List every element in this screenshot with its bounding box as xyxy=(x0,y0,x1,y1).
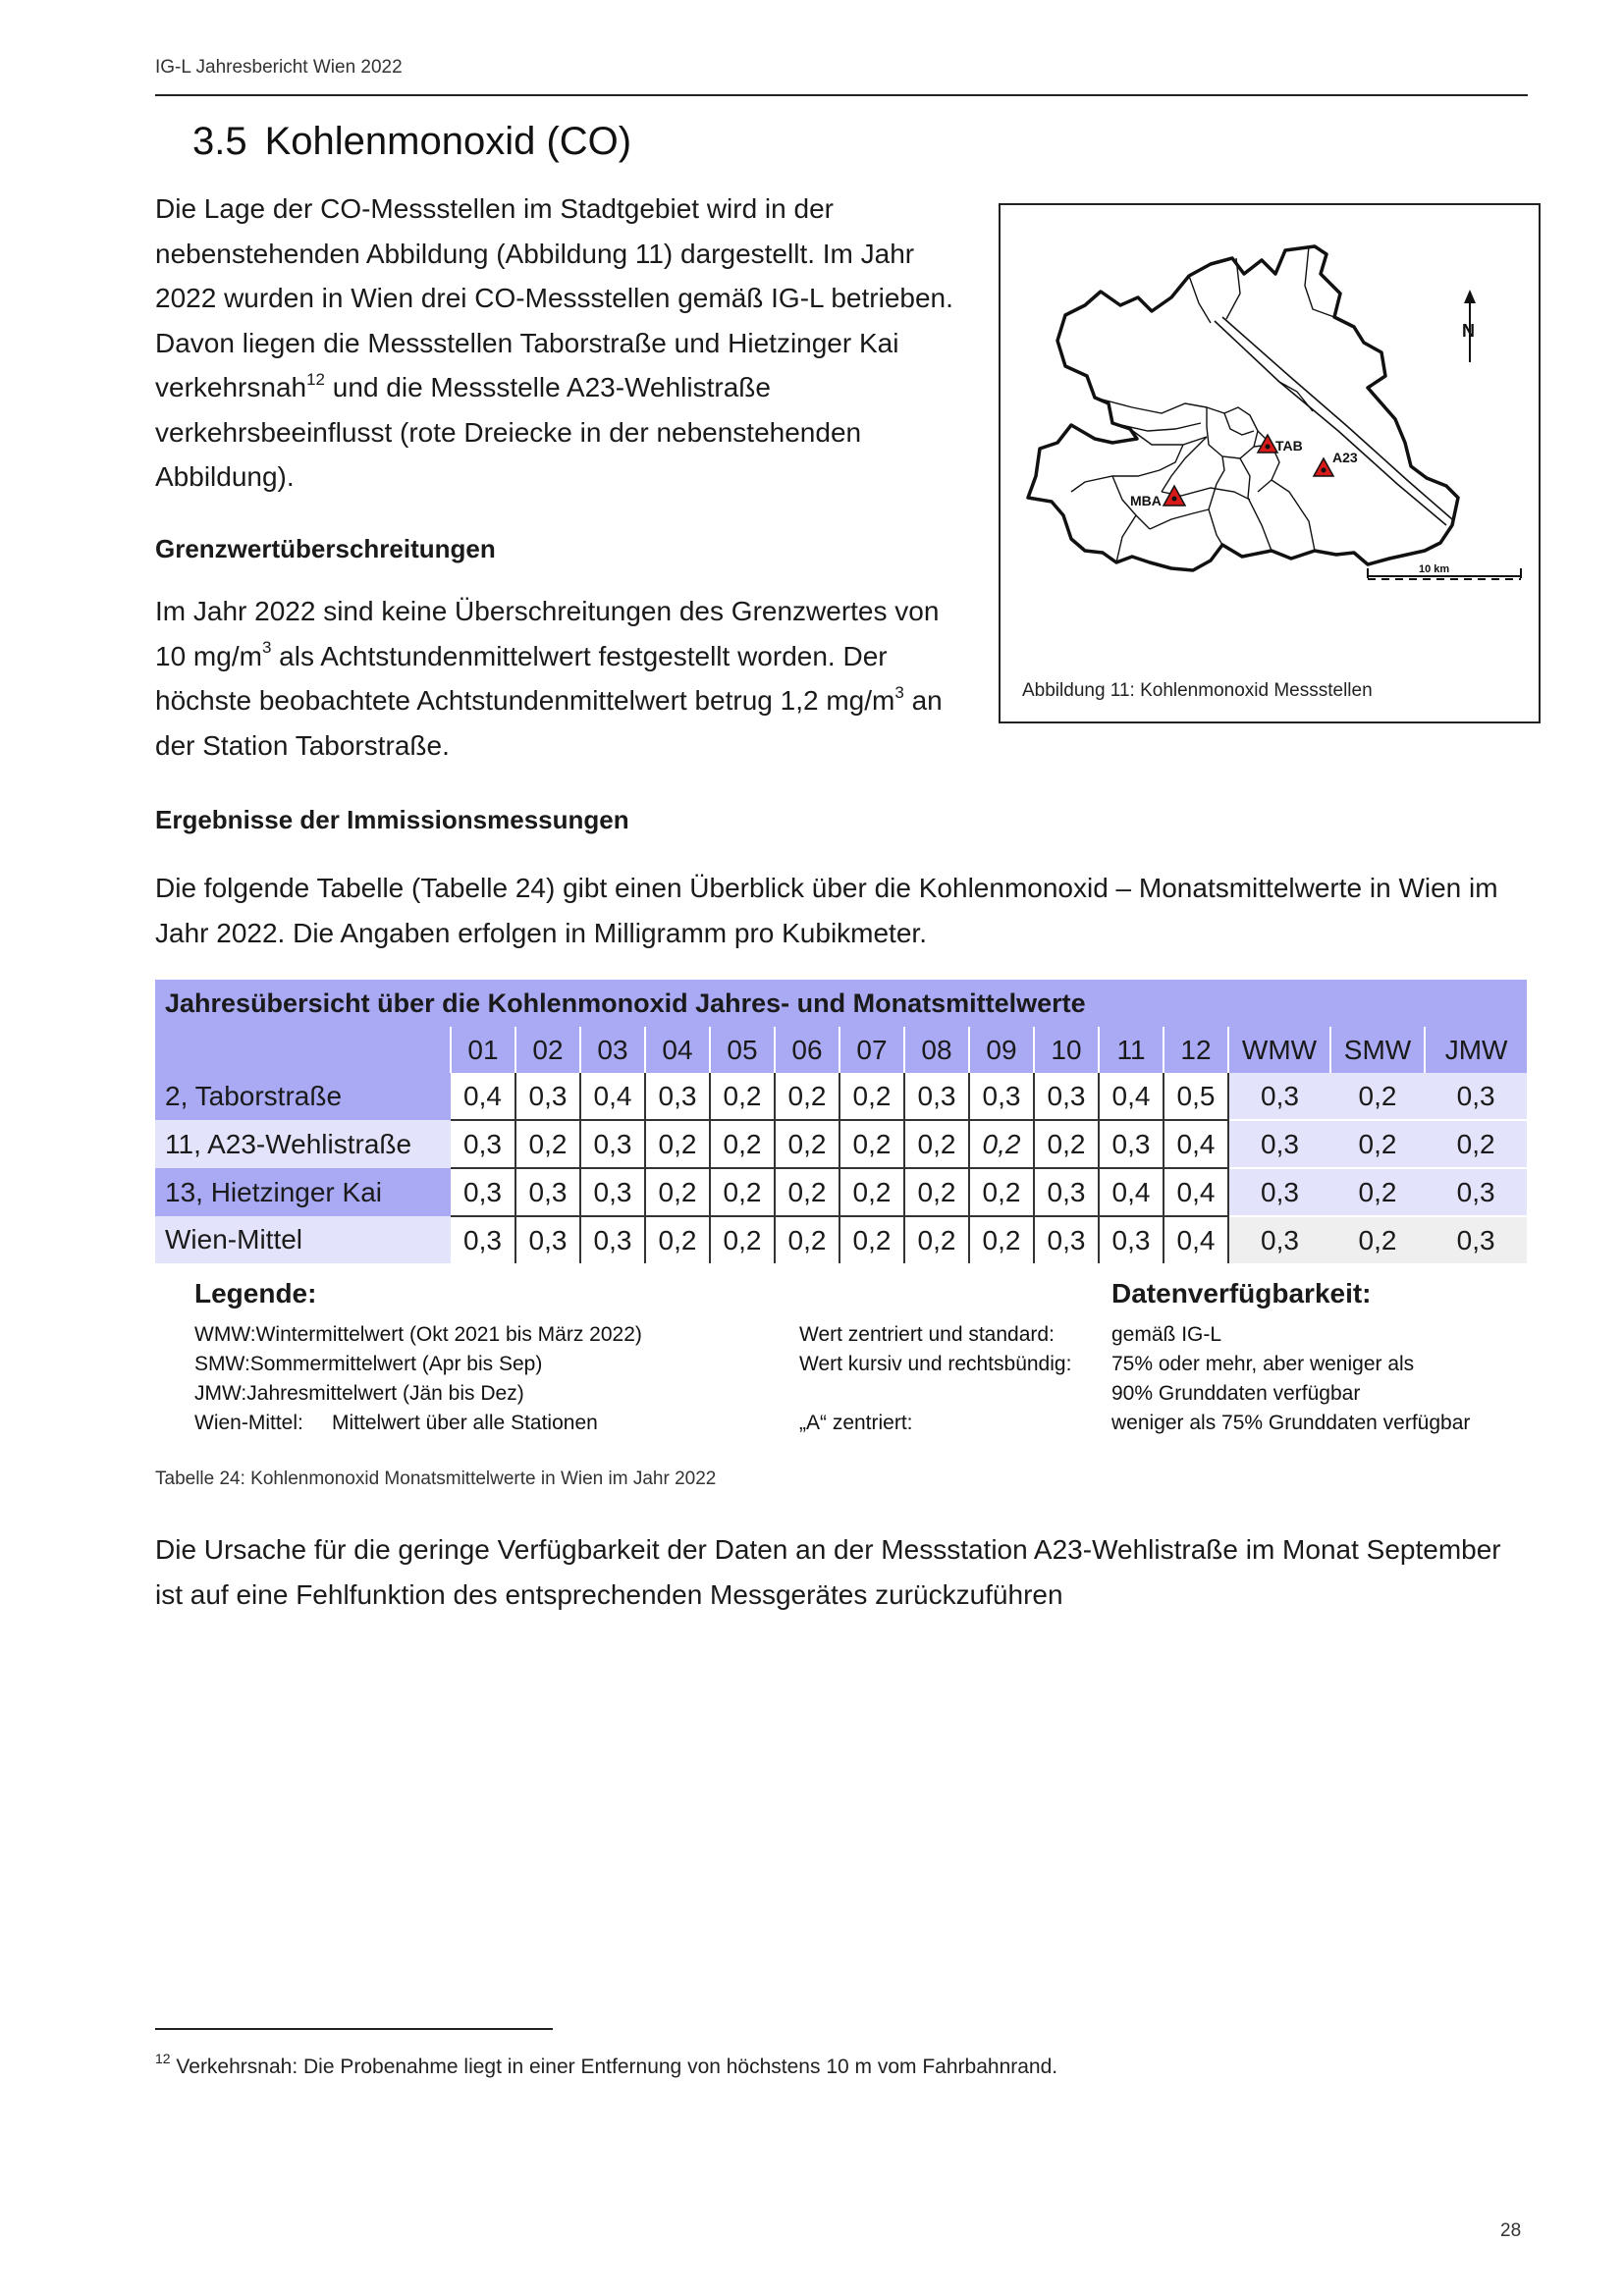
availability-item: gemäß IG-L xyxy=(1111,1323,1222,1346)
table-cell: 0,2 xyxy=(645,1216,710,1263)
table-cell: 0,2 xyxy=(839,1168,904,1216)
station-label-tab: TAB xyxy=(1275,438,1303,454)
table-cell: 0,4 xyxy=(451,1073,515,1120)
section-title-text: Kohlenmonoxid (CO) xyxy=(264,120,632,163)
table-cell: 0,3 xyxy=(969,1073,1034,1120)
station-a23 xyxy=(1314,450,1358,476)
footnote-text: Verkehrsnah: Die Probenahme liegt in einer Entfernung von höchstens 10 m vom Fahrbahnrand. xyxy=(170,2056,1058,2078)
unit-sup-1: 3 xyxy=(261,638,272,658)
table-cell: 0,2 xyxy=(775,1120,839,1168)
col-header: 06 xyxy=(775,1027,839,1073)
availability-item: weniger als 75% Grunddaten verfügbar xyxy=(1111,1412,1471,1434)
grenz-text-2: als Achtstundenmittelwert festgestellt worden. Der höchste beobachtete Achtstundenmittelwert betrug 1,2 mg/m xyxy=(155,640,895,716)
table-cell: 0,4 xyxy=(1164,1120,1228,1168)
north-label: N xyxy=(1462,321,1475,341)
table-cell: 0,3 xyxy=(1034,1168,1099,1216)
table-cell: 0,2 xyxy=(1330,1168,1425,1216)
legend-wien-desc: Mittelwert über alle Stationen xyxy=(332,1412,598,1434)
table-cell: 0,2 xyxy=(969,1216,1034,1263)
page-number: 28 xyxy=(1500,2220,1522,2241)
grenz-text-1: Im Jahr 2022 sind keine Überschreitungen des Grenzwertes von 10 mg/m xyxy=(155,596,940,671)
table-cell: 0,3 xyxy=(451,1168,515,1216)
unit-sup-2: 3 xyxy=(894,682,904,702)
table-cell: 0,3 xyxy=(1228,1073,1330,1120)
intro-text-2: und die Messstelle A23-Wehlistraße verkehrsbeeinflusst (rote Dreiecke in der nebenstehenden Abbildung). xyxy=(155,372,862,492)
table-cell: 0,2 xyxy=(839,1216,904,1263)
table-cell: 0,3 xyxy=(1034,1073,1099,1120)
footnote-ref: 12 xyxy=(306,369,326,389)
table-cell: 0,3 xyxy=(515,1216,580,1263)
availability-heading: Datenverfügbarkeit: xyxy=(1111,1278,1372,1308)
station-name: 2, Taborstraße xyxy=(155,1073,451,1120)
figure-caption: Abbildung 11: Kohlenmonoxid Messstellen xyxy=(1022,680,1373,701)
table-cell: 0,3 xyxy=(1425,1168,1527,1216)
col-header: 09 xyxy=(969,1027,1034,1073)
table-row xyxy=(155,1120,1527,1168)
header-rule xyxy=(155,94,1528,96)
scale-label: 10 km xyxy=(1419,563,1450,575)
table-cell: 0,2 xyxy=(710,1168,775,1216)
col-header: WMW xyxy=(1228,1027,1330,1073)
north-arrow xyxy=(1462,290,1476,362)
table-cell: 0,2 xyxy=(1330,1120,1425,1168)
table-cell: 0,2 xyxy=(1034,1120,1099,1168)
closing-paragraph: Die Ursache für die geringe Verfügbarkeit der Daten an der Messstation A23-Wehlistraße im Monat September ist auf eine Fehlfunktion des entsprechenden Messgerätes zurückzuführen xyxy=(155,1534,1501,1610)
col-header: 03 xyxy=(580,1027,645,1073)
col-header: 07 xyxy=(839,1027,904,1073)
heading-grenzwert: Grenzwertüberschreitungen xyxy=(155,534,496,563)
table-cell: 0,2 xyxy=(775,1073,839,1120)
station-label-mba: MBA xyxy=(1130,493,1162,508)
table-header-row xyxy=(155,1027,1527,1073)
legend-item: JMW:Jahresmittelwert (Jän bis Dez) xyxy=(194,1382,524,1405)
table-cell: 0,2 xyxy=(710,1073,775,1120)
running-header: IG-L Jahresbericht Wien 2022 xyxy=(155,57,403,78)
station-name: Wien-Mittel xyxy=(155,1216,451,1263)
table-cell: 0,3 xyxy=(1099,1216,1164,1263)
table-cell: 0,4 xyxy=(1099,1168,1164,1216)
intro-paragraph xyxy=(155,187,970,500)
table-row xyxy=(155,1216,1527,1263)
col-header: 08 xyxy=(904,1027,969,1073)
table-cell: 0,2 xyxy=(839,1073,904,1120)
table-cell: 0,3 xyxy=(515,1168,580,1216)
table-cell: 0,5 xyxy=(1164,1073,1228,1120)
table-cell: 0,4 xyxy=(1164,1216,1228,1263)
col-header: JMW xyxy=(1425,1027,1527,1073)
legend-wien-key: Wien-Mittel: xyxy=(194,1412,303,1434)
table-cell: 0,4 xyxy=(580,1073,645,1120)
col-header: 02 xyxy=(515,1027,580,1073)
col-header: 05 xyxy=(710,1027,775,1073)
table-cell: 0,2 xyxy=(775,1168,839,1216)
format-item: Wert zentriert und standard: xyxy=(799,1323,1055,1346)
station-name: 11, A23-Wehlistraße xyxy=(155,1120,451,1168)
table-row xyxy=(155,1168,1527,1216)
availability-item: 90% Grunddaten verfügbar xyxy=(1111,1382,1361,1405)
format-item: Wert kursiv und rechtsbündig: xyxy=(799,1353,1072,1375)
table-cell: 0,3 xyxy=(451,1120,515,1168)
city-outline xyxy=(1028,246,1458,570)
footnote-number: 12 xyxy=(155,2051,171,2066)
danube-line xyxy=(1215,321,1446,525)
table-cell: 0,3 xyxy=(515,1073,580,1120)
col-header: 04 xyxy=(645,1027,710,1073)
table-cell: 0,3 xyxy=(1099,1120,1164,1168)
table-cell: 0,3 xyxy=(904,1073,969,1120)
col-header: 11 xyxy=(1099,1027,1164,1073)
station-label-a23: A23 xyxy=(1332,450,1358,465)
danube-canal xyxy=(1222,317,1452,519)
table-cell: 0,2 xyxy=(1330,1216,1425,1263)
map-figure xyxy=(999,203,1541,723)
heading-ergebnisse: Ergebnisse der Immissionsmessungen xyxy=(155,805,629,834)
table-cell: 0,3 xyxy=(645,1073,710,1120)
table-cell: 0,3 xyxy=(1228,1168,1330,1216)
col-header: 01 xyxy=(451,1027,515,1073)
table-cell: 0,3 xyxy=(451,1216,515,1263)
table-cell: 0,2 xyxy=(904,1120,969,1168)
table-cell: 0,2 xyxy=(710,1216,775,1263)
table-cell: 0,2 xyxy=(969,1168,1034,1216)
legend-item: SMW:Sommermittelwert (Apr bis Sep) xyxy=(194,1353,543,1375)
table-cell: 0,2 xyxy=(904,1168,969,1216)
station-name: 13, Hietzinger Kai xyxy=(155,1168,451,1216)
table-cell-italic: 0,2 xyxy=(969,1120,1034,1168)
table-cell: 0,3 xyxy=(580,1120,645,1168)
table-title: Jahresübersicht über die Kohlenmonoxid Jahres- und Monatsmittelwerte xyxy=(155,980,1527,1027)
table-cell: 0,3 xyxy=(1228,1216,1330,1263)
district-boundaries xyxy=(1071,246,1334,562)
ergebnisse-paragraph: Die folgende Tabelle (Tabelle 24) gibt einen Überblick über die Kohlenmonoxid – Monatsmittelwerte in Wien im Jahr 2022. Die Angaben erfolgen in Milligramm pro Kubikmeter. xyxy=(155,873,1498,948)
station-mba xyxy=(1130,486,1185,508)
grenz-text-3: an der Station Taborstraße. xyxy=(155,685,943,761)
format-item: „A“ zentriert: xyxy=(799,1412,913,1434)
col-header: 10 xyxy=(1034,1027,1099,1073)
table-cell: 0,2 xyxy=(645,1168,710,1216)
table-cell: 0,2 xyxy=(515,1120,580,1168)
grenzwert-paragraph xyxy=(155,589,970,768)
table-cell: 0,2 xyxy=(710,1120,775,1168)
table-cell: 0,2 xyxy=(775,1216,839,1263)
table-cell: 0,3 xyxy=(1425,1073,1527,1120)
table-cell: 0,4 xyxy=(1099,1073,1164,1120)
table-cell: 0,4 xyxy=(1164,1168,1228,1216)
table-cell: 0,2 xyxy=(645,1120,710,1168)
footnote xyxy=(155,2051,1058,2079)
table-cell: 0,3 xyxy=(580,1168,645,1216)
table-cell: 0,2 xyxy=(904,1216,969,1263)
legend-heading: Legende: xyxy=(194,1278,317,1308)
table-cell: 0,3 xyxy=(1034,1216,1099,1263)
table-cell: 0,2 xyxy=(1330,1073,1425,1120)
footnote-rule xyxy=(155,2028,553,2030)
legend-item: WMW:Wintermittelwert (Okt 2021 bis März 2022) xyxy=(194,1323,642,1346)
table-cell: 0,2 xyxy=(1425,1120,1527,1168)
table-cell: 0,3 xyxy=(1425,1216,1527,1263)
intro-text-1: Die Lage der CO-Messstellen im Stadtgebiet wird in der nebenstehenden Abbildung (Abbildung 11) dargestellt. Im Jahr 2022 wurden in Wien drei CO-Messstellen gemäß IG-L betrieben. Davon liegen die Messstellen Taborstraße und Hietzinger Kai verkehrsnah xyxy=(155,193,953,402)
table-cell: 0,3 xyxy=(580,1216,645,1263)
section-title xyxy=(192,120,631,164)
section-number: 3.5 xyxy=(192,120,247,163)
table-cell: 0,2 xyxy=(839,1120,904,1168)
header-blank xyxy=(155,1027,451,1073)
vienna-map xyxy=(1014,235,1525,657)
table-cell: 0,3 xyxy=(1228,1120,1330,1168)
col-header: SMW xyxy=(1330,1027,1425,1073)
co-monthly-table xyxy=(155,980,1527,1263)
table-row xyxy=(155,1073,1527,1120)
availability-item: 75% oder mehr, aber weniger als xyxy=(1111,1353,1415,1375)
table-caption: Tabelle 24: Kohlenmonoxid Monatsmittelwerte in Wien im Jahr 2022 xyxy=(155,1468,717,1489)
col-header: 12 xyxy=(1164,1027,1228,1073)
scale-bar xyxy=(1368,563,1521,579)
